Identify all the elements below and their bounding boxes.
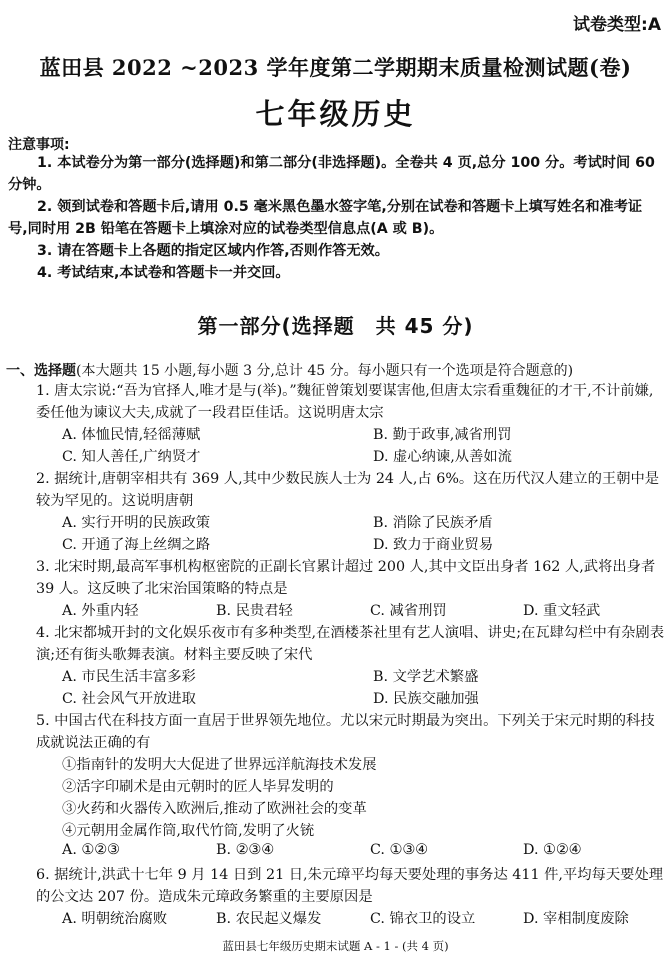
note-item: 4. 考试结束,本试卷和答题卡一并交回。	[37, 265, 290, 281]
option: B. ②③④	[216, 842, 275, 858]
option: B. 勤于政事,减省刑罚	[373, 427, 512, 443]
option: C. 减省刑罚	[370, 603, 447, 619]
question-stem: 3. 北宋时期,最高军事机构枢密院的正副长官累计超过 200 人,其中文臣出身者 162 人,武将出身者 39 人。这反映了北宋治国策略的特点是	[36, 559, 656, 597]
note-item: 2. 领到试卷和答题卡后,请用 0.5 毫米黑色墨水签字笔,分别在试卷和答题卡上填写姓名和准考证号,同时用 2B 铅笔在答题卡上填涂对应的试卷类型信息点(A 或 B)。	[8, 199, 643, 237]
option: B. 农民起义爆发	[216, 911, 322, 927]
notes-heading: 注意事项:	[8, 137, 70, 153]
option: A. 实行开明的民族政策	[62, 515, 211, 531]
option: A. 体恤民情,轻徭薄赋	[62, 427, 201, 443]
option: B. 民贵君轻	[216, 603, 293, 619]
option: C. 锦衣卫的设立	[370, 911, 476, 927]
question-stem: 5. 中国古代在科技方面一直居于世界领先地位。尤以宋元时期最为突出。下列关于宋元时期的科技成就说法正确的有	[36, 713, 655, 751]
option: A. 外重内轻	[62, 603, 139, 619]
statement: ②活字印刷术是由元朝时的匠人毕昇发明的	[62, 779, 334, 795]
section-desc: (本大题共 15 小题,每小题 3 分,总计 45 分。每小题只有一个选项是符合题意的)	[76, 363, 574, 379]
option: C. 开通了海上丝绸之路	[62, 537, 211, 553]
question-stem: 1. 唐太宗说:“吾为官择人,唯才是与(举)。”魏征曾策划要谋害他,但唐太宗看重魏征的才干,不计前嫌,委任他为谏议大夫,成就了一段君臣佳话。这说明唐太宗	[36, 383, 654, 421]
option: A. 市民生活丰富多彩	[62, 669, 196, 685]
question-stem: 2. 据统计,唐朝宰相共有 369 人,其中少数民族人士为 24 人,占 6%。这在历代汉人建立的王朝中是较为罕见的。这说明唐朝	[36, 471, 660, 509]
option: C. 知人善任,广纳贤才	[62, 449, 201, 465]
paper-type-label: 试卷类型:A	[573, 15, 661, 35]
part-title: 第一部分(选择题 共 45 分)	[197, 314, 474, 338]
option: D. 民族交融加强	[373, 691, 479, 707]
section-label: 一、选择题	[6, 363, 76, 379]
option: B. 消除了民族矛盾	[373, 515, 493, 531]
option: C. 社会风气开放进取	[62, 691, 196, 707]
page-footer: 蓝田县七年级历史期末试题 A - 1 - (共 4 页)	[222, 939, 449, 953]
subject-title: 七年级历史	[255, 97, 416, 131]
question-stem: 6. 据统计,洪武十七年 9 月 14 日到 21 日,朱元璋平均每天要处理的事务达 411 件,平均每天要处理的公文达 207 份。造成朱元璋政务繁重的主要原因是	[36, 867, 664, 905]
option: D. 宰相制度废除	[523, 911, 629, 927]
exam-title: 蓝田县 2022 ~2023 学年度第二学期期末质量检测试题(卷)	[39, 55, 632, 80]
option: A. ①②③	[62, 842, 120, 858]
statement: ③火药和火器传入欧洲后,推动了欧洲社会的变革	[62, 801, 367, 817]
option: C. ①③④	[370, 842, 428, 858]
question-stem: 4. 北宋都城开封的文化娱乐夜市有多种类型,在酒楼茶社里有艺人演唱、讲史;在瓦肆勾栏中有杂剧表演;还有街头歌舞表演。材料主要反映了宋代	[36, 625, 665, 663]
option: D. 致力于商业贸易	[373, 537, 494, 553]
option: D. 重文轻武	[523, 603, 601, 619]
note-item: 1. 本试卷分为第一部分(选择题)和第二部分(非选择题)。全卷共 4 页,总分 100 分。考试时间 60 分钟。	[8, 155, 655, 193]
statement: ①指南针的发明大大促进了世界远洋航海技术发展	[62, 757, 377, 773]
option: B. 文学艺术繁盛	[373, 669, 479, 685]
option: D. ①②④	[523, 842, 582, 858]
option: A. 明朝统治腐败	[62, 911, 168, 927]
section-header	[6, 360, 573, 380]
option: D. 虚心纳谏,从善如流	[373, 449, 512, 465]
statement: ④元朝用金属作筒,取代竹筒,发明了火铳	[62, 823, 315, 839]
note-item: 3. 请在答题卡上各题的指定区域内作答,否则作答无效。	[37, 243, 389, 259]
